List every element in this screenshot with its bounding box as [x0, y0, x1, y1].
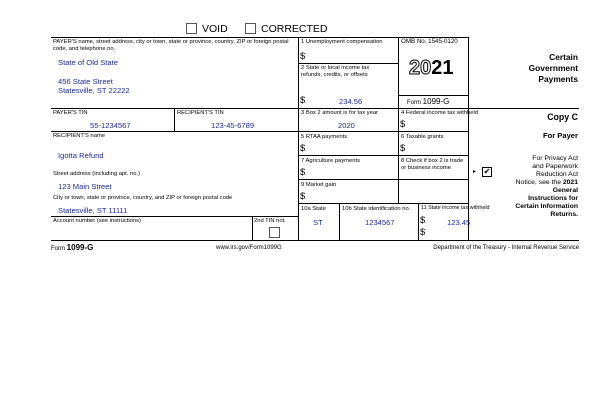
acct-col [252, 216, 253, 240]
payer-tin[interactable]: 55-1234567 [90, 121, 131, 130]
box9-label: 9 Market gain [301, 182, 337, 188]
recipient-tin-label: RECIPIENT'S TIN [177, 110, 224, 116]
box11-value[interactable]: 123.45 [447, 218, 471, 227]
title-line2: Government [528, 63, 578, 73]
form-line-216 [51, 216, 298, 217]
recipient-city-label: City or town, state or province, country, and ZIP or foreign postal code [53, 195, 233, 201]
form-line-108 [51, 108, 579, 109]
title-block [470, 52, 578, 92]
footer-url[interactable]: www.irs.gov/Form1099G [216, 245, 282, 251]
privacy-line4-row [516, 179, 578, 187]
omb-form-name: 1099-G [422, 97, 450, 106]
box7-dollar: $ [300, 167, 306, 178]
box2-label: 2 State or local income tax refunds, credits, or offsets [301, 65, 370, 78]
footer-department: Department of the Treasury - Internal Revenue Service [433, 245, 579, 251]
box11-dollar-2: $ [420, 227, 426, 238]
payer-street[interactable]: 456 State Street [58, 77, 113, 86]
form-line-179 [298, 179, 468, 180]
account-label: Account number (see instructions) [53, 218, 141, 224]
box1-divider [298, 63, 398, 64]
privacy-line7: Certain Information [515, 203, 578, 210]
payer-city[interactable]: Statesville, ST 22222 [58, 86, 130, 95]
recipient-city[interactable]: Statesville, ST 11111 [58, 206, 128, 215]
privacy-line5: General [552, 187, 578, 194]
privacy-line8: Returns. [550, 211, 578, 218]
box10a-value[interactable]: ST [313, 218, 323, 227]
footer-form-id [51, 243, 93, 254]
copy-block [470, 112, 578, 152]
box11-dollar-1: $ [420, 215, 426, 226]
form-bottom-border [51, 240, 579, 241]
void-checkbox[interactable] [186, 23, 197, 34]
form-col-398 [398, 37, 399, 203]
second-tin-label: 2nd TIN not. [254, 218, 286, 224]
box5-label: 5 RTAA payments [301, 134, 348, 140]
copy-label: Copy C [547, 112, 578, 122]
recipient-street-label: Street address (including apt. no.) [53, 171, 141, 177]
tin-col [174, 108, 175, 131]
box8-arrow-icon: ▸ [473, 169, 477, 175]
box6-label: 6 Taxable grants [401, 134, 444, 140]
box1-dollar: $ [300, 51, 306, 62]
form-col-298 [298, 37, 299, 240]
box5-dollar: $ [300, 143, 306, 154]
privacy-line4: Notice, see the [515, 179, 561, 186]
privacy-year: 2021 [562, 179, 578, 186]
box4-dollar: $ [400, 119, 406, 130]
privacy-line2: and Paperwork [532, 163, 578, 170]
payer-tin-label: PAYER'S TIN [53, 110, 88, 116]
recipient-name[interactable]: Igotta Refund [58, 151, 104, 160]
tax-year [409, 57, 454, 79]
state-col [339, 203, 340, 240]
payer-label: PAYER'S name, street address, city or town, state or province, country, ZIP or foreign postal code, and telephone no. [53, 39, 289, 52]
title-line1: Certain [549, 52, 578, 62]
box3-label: 3 Box 2 amount is for tax year [301, 110, 379, 116]
privacy-line1: For Privacy Act [532, 155, 578, 162]
recipient-name-label: RECIPIENT'S name [53, 133, 106, 139]
stateid-col [418, 203, 419, 240]
payer-name[interactable]: State of Old State [58, 58, 118, 67]
privacy-block [470, 155, 578, 235]
box11-label: 11 State income tax withheld [421, 205, 490, 211]
box10b-value[interactable]: 1234567 [365, 218, 395, 227]
box10a-label: 10a State [301, 206, 326, 212]
box1-label: 1 Unemployment compensation [301, 39, 383, 45]
box8-label: 8 Check if box 2 is trade or business income [401, 158, 464, 171]
box7-label: 7 Agriculture payments [301, 158, 360, 164]
footer-form-prefix: Form [51, 246, 65, 252]
box2-value[interactable]: 234.56 [339, 97, 363, 106]
privacy-line3: Reduction Act [536, 171, 578, 178]
box10b-label: 10b State identification no. [342, 206, 411, 212]
recipient-street[interactable]: 123 Main Street [58, 182, 112, 191]
title-line3: Payments [538, 74, 578, 84]
second-tin-checkbox[interactable] [269, 227, 280, 238]
box3-value[interactable]: 2020 [338, 121, 355, 130]
box9-dollar: $ [300, 191, 306, 202]
tax-year-right: 21 [431, 57, 454, 79]
omb-form-id [407, 97, 449, 108]
void-label: VOID [202, 23, 228, 35]
recipient-tin[interactable]: 123-45-6789 [211, 121, 255, 130]
corrected-label: CORRECTED [261, 23, 328, 35]
footer-form-name: 1099-G [66, 243, 94, 252]
privacy-line6: Instructions for [528, 195, 578, 202]
box2-dollar: $ [300, 95, 306, 106]
omb-form-prefix: Form [407, 100, 421, 106]
for-payer-label: For Payer [542, 131, 578, 140]
box4-label: 4 Federal income tax withheld [401, 110, 479, 116]
omb-divider [398, 95, 468, 96]
form-line-155 [298, 155, 468, 156]
corrected-checkbox[interactable] [245, 23, 256, 34]
box6-dollar: $ [400, 143, 406, 154]
tax-year-left: 20 [409, 57, 432, 79]
omb-label: OMB No. 1545-0120 [401, 38, 458, 45]
box8-checkbox[interactable]: ✔ [483, 167, 491, 176]
form-line-203 [298, 203, 468, 204]
form-line-131 [51, 131, 468, 132]
